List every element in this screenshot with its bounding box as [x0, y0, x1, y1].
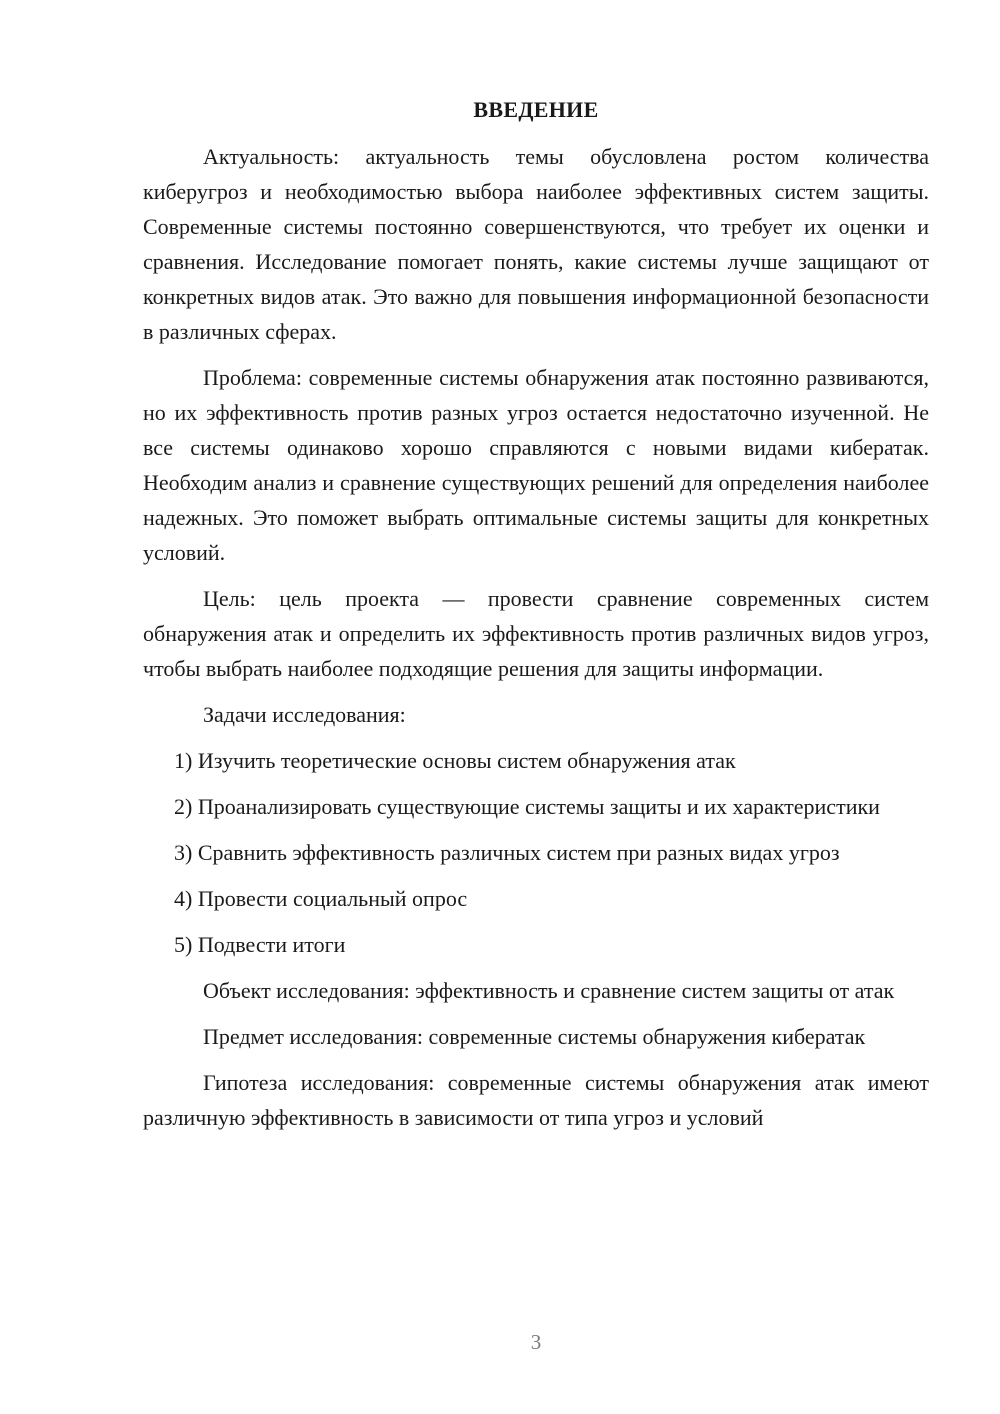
- document-page: [143, 92, 929, 1146]
- paragraph-subject: Предмет исследования: современные системы обнаружения кибератак: [203, 1024, 866, 1049]
- page-title: ВВЕДЕНИЕ: [473, 97, 599, 122]
- page-number: 3: [530, 1330, 542, 1354]
- list-item-task-4: 4) Провести социальный опрос: [174, 886, 468, 911]
- paragraph-hypothesis: Гипотеза исследования: современные системы обнаружения атак имеют различную эффективность в зависимости от типа угроз и условий: [143, 1070, 929, 1130]
- paragraph-object: Объект исследования: эффективность и сравнение систем защиты от атак: [203, 978, 895, 1003]
- paragraph-problem: Проблема: современные системы обнаружения атак постоянно развиваются, но их эффективность против разных угроз остается недостаточно изученной. Не все системы одинаково хорошо справляются с новыми видами кибератак. Необходим анализ и сравнение существующих решений для определения наиболее надежных. Это поможет выбрать оптимальные системы защиты для конкретных условий.: [143, 365, 929, 565]
- list-item-task-1: 1) Изучить теоретические основы систем обнаружения атак: [174, 748, 736, 773]
- paragraph-relevance: Актуальность: актуальность темы обусловлена ростом количества киберугроз и необходимостью выбора наиболее эффективных систем защиты. Современные системы постоянно совершенствуются, что требует их оценки и сравнения. Исследование помогает понять, какие системы лучше защищают от конкретных видов атак. Это важно для повышения информационной безопасности в различных сферах.: [143, 144, 929, 344]
- paragraph-goal: Цель: цель проекта — провести сравнение современных систем обнаружения атак и определить их эффективность против различных видов угроз, чтобы выбрать наиболее подходящие решения для защиты информации.: [143, 586, 929, 681]
- list-item-task-3: 3) Сравнить эффективность различных систем при разных видах угроз: [174, 840, 840, 865]
- list-item-task-5: 5) Подвести итоги: [174, 932, 346, 957]
- list-item-task-2: 2) Проанализировать существующие системы защиты и их характеристики: [174, 794, 880, 819]
- tasks-heading: Задачи исследования:: [203, 702, 406, 727]
